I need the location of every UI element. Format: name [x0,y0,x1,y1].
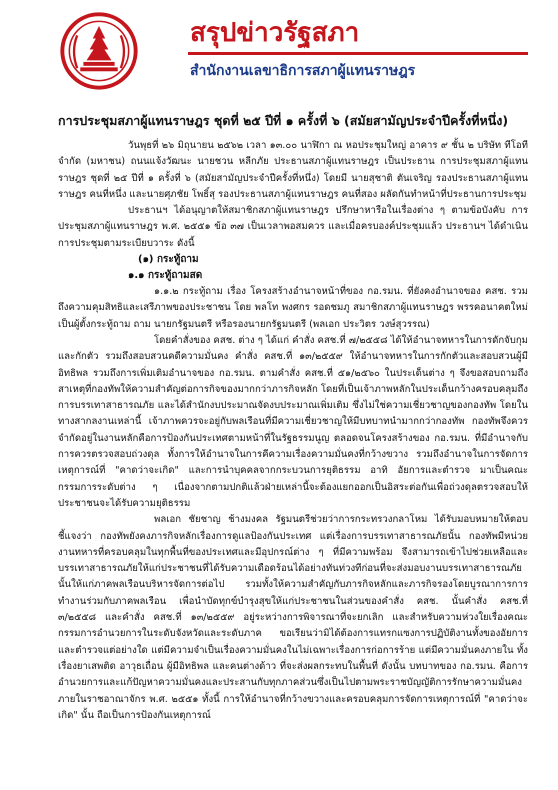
page-header [0,0,558,100]
section-heading: (๑) กระทู้ถาม [138,254,199,266]
brand-divider [188,52,528,55]
brand-title: สรุปข่าวรัฐสภา [190,18,360,48]
subsection-heading: ๑.๑ กระทู้ถามสด [128,270,203,282]
paragraph-question: ๑.๑.๒ กระทู้ถาม เรื่อง โครงสร้างอำนาจหน้าที่ของ กอ.รมน. ที่ยังคงอำนาจของ คสช. รวมถึงความคุมสิทธิและเสรีภาพของประชาชน โดย พลโท พงศกร รอดชมภู สมาชิกสภาผู้แทนราษฎร พรรคอนาคตใหม่ เป็นผู้ตั้งกระทู้ถาม ถาม นายกรัฐมนตรี หรือรองนายกรัฐมนตรี (พลเอก ประวิตร วงษ์สุวรรณ) [58,286,528,330]
document-title: การประชุมสภาผู้แทนราษฎร ชุดที่ ๒๕ ปีที่ ๑ ครั้งที่ ๖ (สมัยสามัญประจำปีครั้งที่หนึ่ง) [58,113,509,128]
paragraph-meeting-info: วันพุธที่ ๒๖ มิถุนายน ๒๕๖๒ เวลา ๑๓.๐๐ นาฬิกา ณ หอประชุมใหญ่ อาคาร ๙ ชั้น ๒ บริษัท ทีโอที จำกัด (มหาชน) ถนนแจ้งวัฒนะ นายชวน หลีกภัย ประธานสภาผู้แทนราษฎร เป็นประธาน การประชุมสภาผู้แทนราษฎร ชุดที่ ๒๕ ปีที่ ๑ ครั้งที่ ๖ (สมัยสามัญประจำปีครั้งที่หนึ่ง) โดยมี นายสุชาติ ตันเจริญ รองประธานสภาผู้แทนราษฎร คนที่หนึ่ง และนายศุภชัย โพธิ์สุ รองประธานสภาผู้แทนราษฎร คนที่สอง ผลัดกันทำหน้าที่ประธานการประชุม [58,140,528,200]
document-body [58,112,528,724]
parliament-seal-icon [60,12,138,90]
paragraph-answer: พลเอก ชัยชาญ ช้างมงคล รัฐมนตรีช่วยว่าการกระทรวงกลาโหม ได้รับมอบหมายให้ตอบชี้แจงว่า กองทัพยังคงภารกิจหลักเรื่องการดูแลป้องกันประเทศ แต่เรื่องการบรรเทาสาธารณภัยนั้น กองทัพมีหน่วยงานทหารที่ครอบคลุมในทุกพื้นที่ของประเทศและมีอุปกรณ์ต่าง ๆ ที่มีความพร้อม จึงสามารถเข้าไปช่วยเหลือและบรรเทาสาธารณภัยให้แก่ประชาชนที่ได้รับความเดือดร้อนได้อย่างทันท่วงทีก่อนที่จะส่งมอบงานบรรเทาสาธารณภัยนั้นให้แก่ภาคพลเรือนบริหารจัดการต่อไป รวมทั้งให้ความสำคัญกับภารกิจหลักและภารกิจรองโดยบูรณาการการทำงานร่วมกับภาคพลเรือน เพื่อนำบัดทุกข์บำรุงสุขให้แก่ประชาชนในส่วนของคำสั่ง คสช. นั้นคำสั่ง คสช.ที่ ๓/๒๕๕๘ และคำสั่ง คสช.ที่ ๑๓/๒๕๕๙ อยู่ระหว่างการพิจารณาที่จะยกเลิก และสำหรับความห่วงใยเรื่องคณะกรรมการอำนวยการในระดับจังหวัดและระดับภาค ขอเรียนว่ามิได้ต้องการแทรกแซงการปฏิบัติงานทั้งของอัยการและตำรวจแต่อย่างใด แต่มีความจำเป็นเรื่องความมั่นคงในไม่เฉพาะเรื่องการก่อการร้าย แต่มีความมั่นคงภายใน ทั้งเรื่องยาเสพติด อาวุธเถื่อน ผู้มีอิทธิพล และคนต่างด้าว ที่จะส่งผลกระทบในพื้นที่ ดังนั้น บทบาทของ กอ.รมน. คือการอำนวยการและแก้ปัญหาความมั่นคงและประสานกับทุกภาคส่วนซึ่งเป็นไปตามพระราชบัญญัติการรักษาความมั่นคงภายในราชอาณาจักร พ.ศ. ๒๕๕๑ ทั้งนี้ การให้อำนาจที่กว้างขวางและครอบคลุมการจัดการเหตุการณ์ที่ "คาดว่าจะเกิด" นั้น ถือเป็นการป้องกันเหตุการณ์ [58,514,528,721]
brand-subtitle: สำนักงานเลขาธิการสภาผู้แทนราษฎร [190,63,416,79]
paragraph-agenda-intro: ประธานฯ ได้อนุญาตให้สมาชิกสภาผู้แทนราษฎร ปรึกษาหารือในเรื่องต่าง ๆ ตามข้อบังคับ การประชุมสภาผู้แทนราษฎร พ.ศ. ๒๕๕๑ ข้อ ๓๗ เป็นเวลาพอสมควร และเมื่อครบองค์ประชุมแล้ว ประธานฯ ได้ดำเนินการประชุมตามระเบียบวาระ ดังนี้ [58,205,528,249]
paragraph-question-detail: โดยคำสั่งของ คสช. ต่าง ๆ ได้แก่ คำสั่ง คสช.ที่ ๗/๒๕๕๘ ได้ให้อำนาจทหารในการดักจับกุม และกักตัว รวมถึงสอบสวนคดีความมั่นคง คำสั่ง คสช.ที่ ๑๓/๒๕๕๙ ให้อำนาจทหารในการกักตัวและสอบสวนผู้มีอิทธิพล รวมถึงการเพิ่มเติมอำนาจของ กอ.รมน. ตามคำสั่ง คสช.ที่ ๕๑/๒๕๖๐ ในประเด็นต่าง ๆ จึงขอสอบถามถึงสาเหตุที่กองทัพให้ความสำคัญต่อการกิจของมากกว่าภารกิจหลัก โดยที่เป็นเจ้าภาพหลักในประเด็นกว้างครอบคลุมถึงการบรรเทาสาธารณภัย และได้สำนักงบประมาณจัดงบประมาณเพิ่มเติม ซึ่งไม่ใช่ความเชี่ยวชาญของกองทัพ โดยในทางสากลงานเหล่านี้ เจ้าภาพควรจะอยู่กับพลเรือนที่มีความเชี่ยวชาญให้มีบทบาทนำมากกว่ากองทัพ กองทัพจึงควรจำกัดอยู่ในงานหลักคือการป้องกันประเทศตามหน้าที่ในรัฐธรรมนูญ ตลอดจนโครงสร้างของ กอ.รมน. ที่มีอำนาจกับการควรตรวจสอบถ่วงดุล ทั้งการให้อำนาจในการคีความเรื่องความมั่นคงที่กว้างขวาง รวมถึงอำนาจในการจัดการเหตุการณ์ที่ "คาดว่าจะเกิด" และการนำบุคคลจากกระบวนการยุติธรรม อาทิ อัยการและตำรวจ มาเป็นคณะกรรมการระดับต่าง ๆ เนื่องจากตามปกติแล้วฝ่ายเหล่านี้จะต้องแยกออกเป็นอิสระต่อกันเพื่อถ่วงดุลตรวจสอบให้ประชาชนจะได้รับความยุติธรรม [58,334,528,509]
